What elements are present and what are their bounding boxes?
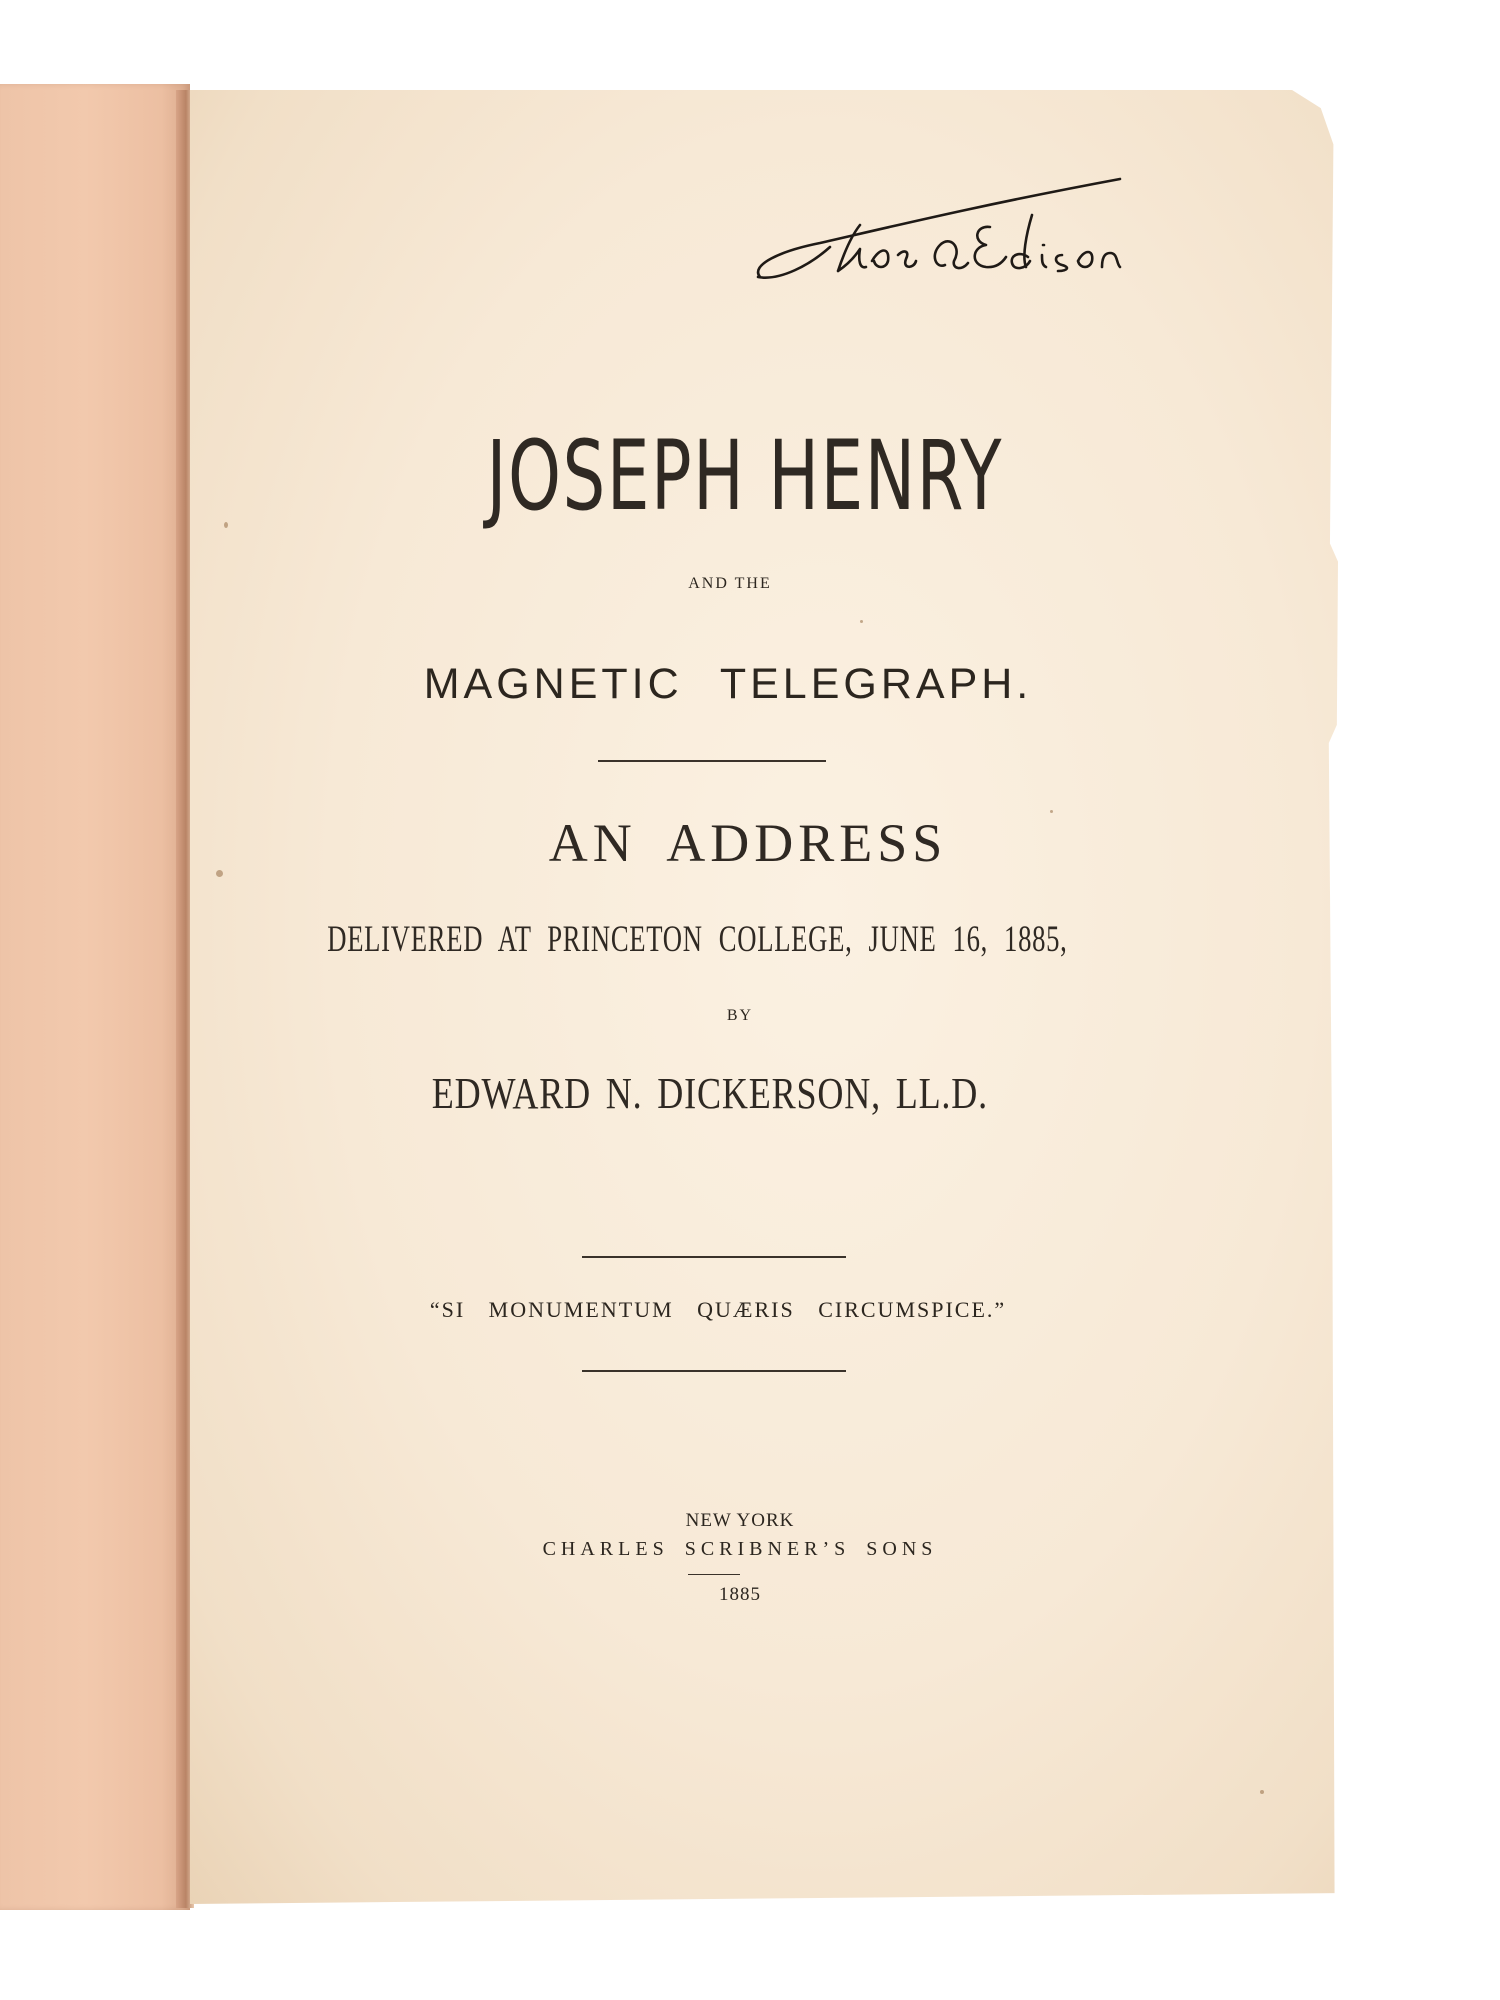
author-name: EDWARD N. DICKERSON, LL.D. bbox=[431, 1069, 988, 1118]
by-line: BY bbox=[726, 1007, 754, 1024]
title-connector: AND THE bbox=[688, 575, 772, 592]
imprint-year: 1885 bbox=[719, 1584, 761, 1605]
divider-rule bbox=[598, 760, 826, 762]
divider-rule bbox=[582, 1370, 846, 1372]
imprint-rule bbox=[688, 1574, 740, 1575]
imprint-place: NEW YORK bbox=[685, 1510, 795, 1531]
delivery-line: DELIVERED AT PRINCETON COLLEGE, JUNE 16, 1885, bbox=[327, 919, 1068, 960]
book-cover bbox=[0, 84, 190, 1910]
title-page bbox=[190, 90, 1338, 1904]
foxing-spot bbox=[860, 620, 863, 623]
title-joseph-henry: JOSEPH HENRY bbox=[486, 420, 1003, 532]
divider-rule bbox=[582, 1256, 846, 1258]
subtitle-an-address: AN ADDRESS bbox=[548, 813, 948, 873]
foxing-spot bbox=[1260, 1790, 1264, 1794]
latin-motto: “SI MONUMENTUM QUÆRIS CIRCUMSPICE.” bbox=[429, 1297, 1007, 1322]
imprint-publisher: CHARLES SCRIBNER’S SONS bbox=[542, 1538, 938, 1560]
edison-signature bbox=[740, 165, 1160, 295]
title-magnetic-telegraph: MAGNETIC TELEGRAPH. bbox=[423, 660, 1033, 708]
